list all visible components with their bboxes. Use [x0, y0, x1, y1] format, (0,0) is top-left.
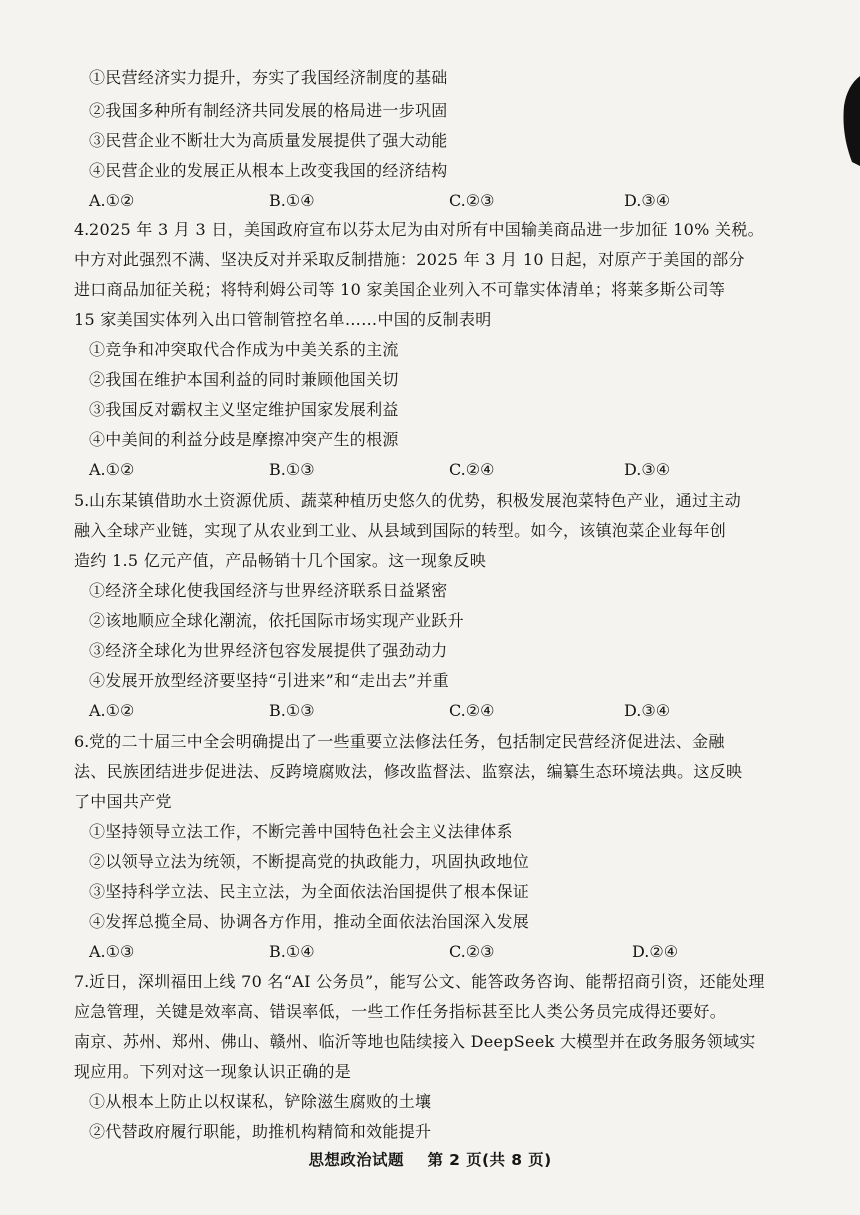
q7-stem-line-2: 应急管理，关键是效率高、错误率低，一些工作任务指标甚至比人类公务员完成得还要好。	[74, 1002, 727, 1021]
q5-number: 5.	[74, 491, 90, 510]
q6-stem-line-1: 党的二十届三中全会明确提出了一些重要立法修法任务，包括制定民营经济促进法、金融	[89, 732, 725, 751]
q7-item-1: ①从根本上防止以权谋私，铲除滋生腐败的土壤	[89, 1092, 432, 1111]
q6-item-3: ③坚持科学立法、民主立法，为全面依法治国提供了根本保证	[89, 882, 530, 901]
q5-stem-line-2: 融入全球产业链，实现了从农业到工业、从县域到国际的转型。如今，该镇泡菜企业每年创	[74, 521, 727, 540]
q6-stem-line-2: 法、民族团结进步促进法、反跨境腐败法，修改监督法、监察法，编纂生态环境法典。这反映	[74, 762, 743, 781]
q3-item-3: ③民营企业不断壮大为高质量发展提供了强大动能	[89, 131, 448, 150]
q7-number: 7.	[74, 972, 90, 991]
q4-item-4: ④中美间的利益分歧是摩擦冲突产生的根源	[89, 430, 399, 449]
footer-page-number: 第 2 页(共 8 页)	[427, 1151, 552, 1169]
q4-stem-line-4: 15 家美国实体列入出口管制管控名单……中国的反制表明	[74, 310, 492, 329]
q6-option-b: B.①④	[269, 942, 315, 961]
q4-stem-line-1: 2025 年 3 月 3 日，美国政府宣布以芬太尼为由对所有中国输美商品进一步加征 10% 关税。	[89, 220, 764, 239]
q6-item-4: ④发挥总揽全局、协调各方作用，推动全面依法治国深入发展	[89, 912, 530, 931]
q7-stem-line-1: 近日，深圳福田上线 70 名“AI 公务员”，能写公文、能答政务咨询、能帮招商引资，还能处理	[89, 972, 765, 991]
q4-stem-line-3: 进口商品加征关税；将特利姆公司等 10 家美国企业列入不可靠实体清单；将莱多斯公司等	[74, 280, 726, 299]
q4-item-1: ①竞争和冲突取代合作成为中美关系的主流	[89, 340, 399, 359]
q5-item-2: ②该地顺应全球化潮流，依托国际市场实现产业跃升	[89, 611, 464, 630]
q3-item-2: ②我国多种所有制经济共同发展的格局进一步巩固	[89, 101, 448, 120]
q4-stem-line-2: 中方对此强烈不满、坚决反对并采取反制措施：2025 年 3 月 10 日起，对原产于美国的部分	[74, 250, 745, 269]
q5-item-3: ③经济全球化为世界经济包容发展提供了强劲动力	[89, 641, 448, 660]
q7-item-2: ②代替政府履行职能，助推机构精简和效能提升	[89, 1122, 432, 1141]
q7-stem-line-3: 南京、苏州、郑州、佛山、赣州、临沂等地也陆续接入 DeepSeek 大模型并在政务服务领域实	[74, 1032, 756, 1051]
q5-option-b: B.①③	[269, 701, 315, 720]
q3-item-4: ④民营企业的发展正从根本上改变我国的经济结构	[89, 161, 448, 180]
q4-option-c: C.②④	[449, 460, 495, 479]
q6-option-d: D.②④	[632, 942, 679, 961]
q6-item-2: ②以领导立法为统领，不断提高党的执政能力，巩固执政地位	[89, 852, 530, 871]
q3-option-c: C.②③	[449, 191, 495, 210]
q6-number: 6.	[74, 732, 90, 751]
q7-stem-line-4: 现应用。下列对这一现象认识正确的是	[74, 1062, 352, 1081]
q5-item-4: ④发展开放型经济要坚持“引进来”和“走出去”并重	[89, 671, 449, 690]
q5-option-a: A.①②	[89, 701, 135, 720]
q5-option-d: D.③④	[624, 701, 671, 720]
q4-option-a: A.①②	[89, 460, 135, 479]
q6-option-a: A.①③	[89, 942, 135, 961]
q4-option-d: D.③④	[624, 460, 671, 479]
footer-subject: 思想政治试题	[308, 1151, 404, 1169]
q5-stem-line-1: 山东某镇借助水土资源优质、蔬菜种植历史悠久的优势，积极发展泡菜特色产业，通过主动	[89, 491, 742, 510]
q6-stem-line-3: 了中国共产党	[74, 792, 172, 811]
q5-stem-line-3: 造约 1.5 亿元产值，产品畅销十几个国家。这一现象反映	[74, 551, 487, 570]
q3-option-b: B.①④	[269, 191, 315, 210]
q5-item-1: ①经济全球化使我国经济与世界经济联系日益紧密	[89, 581, 448, 600]
q4-option-b: B.①③	[269, 460, 315, 479]
q3-item-1: ①民营经济实力提升，夯实了我国经济制度的基础	[89, 68, 448, 87]
q5-option-c: C.②④	[449, 701, 495, 720]
q3-option-d: D.③④	[624, 191, 671, 210]
q3-option-a: A.①②	[89, 191, 135, 210]
page-footer	[0, 1148, 860, 1170]
q6-option-c: C.②③	[449, 942, 495, 961]
q4-number: 4.	[74, 220, 90, 239]
q4-item-2: ②我国在维护本国利益的同时兼顾他国关切	[89, 370, 399, 389]
q6-item-1: ①坚持领导立法工作，不断完善中国特色社会主义法律体系	[89, 822, 513, 841]
scan-edge-mark	[838, 76, 860, 166]
q4-item-3: ③我国反对霸权主义坚定维护国家发展利益	[89, 400, 399, 419]
